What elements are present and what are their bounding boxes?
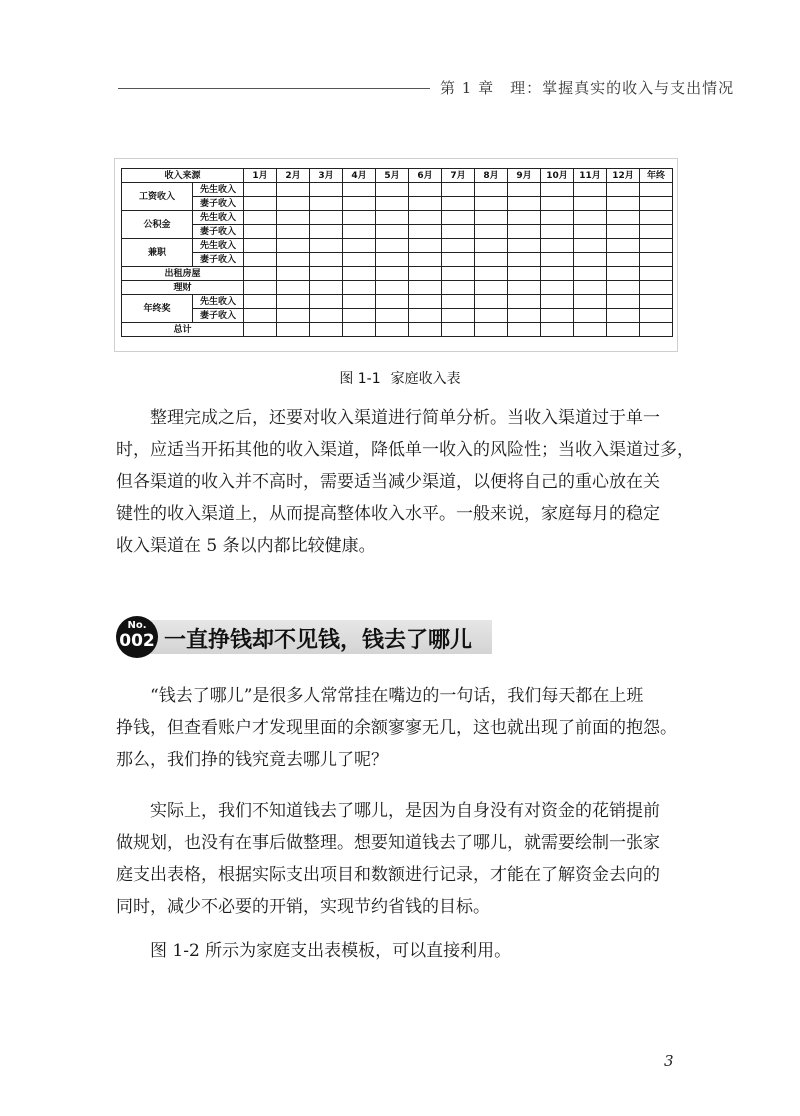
section-number-badge — [116, 616, 158, 658]
empty-cell — [508, 225, 541, 239]
empty-cell — [640, 323, 673, 337]
empty-cell — [277, 197, 310, 211]
empty-cell — [475, 239, 508, 253]
table-row — [122, 323, 673, 337]
empty-cell — [376, 323, 409, 337]
text-line: 时，应适当开拓其他的收入渠道，降低单一收入的风险性；当收入渠道过多， — [116, 440, 694, 460]
empty-cell — [442, 197, 475, 211]
paragraph-income-analysis — [116, 402, 694, 562]
empty-cell — [376, 309, 409, 323]
text-line: “钱去了哪儿”是很多人常常挂在嘴边的一句话，我们每天都在上班 — [150, 686, 644, 706]
empty-cell — [640, 197, 673, 211]
row-sub-label: 妻子收入 — [193, 225, 244, 239]
empty-cell — [277, 295, 310, 309]
empty-cell — [244, 323, 277, 337]
empty-cell — [376, 197, 409, 211]
empty-cell — [541, 211, 574, 225]
empty-cell — [541, 323, 574, 337]
header-cell-month: 3月 — [310, 169, 343, 183]
empty-cell — [409, 309, 442, 323]
empty-cell — [409, 197, 442, 211]
text-line: 实际上，我们不知道钱去了哪儿，是因为自身没有对资金的花销提前 — [150, 801, 660, 821]
empty-cell — [310, 197, 343, 211]
running-head-rule — [118, 88, 430, 89]
empty-cell — [244, 225, 277, 239]
figure-caption-title: 家庭收入表 — [390, 371, 461, 387]
empty-cell — [541, 281, 574, 295]
figure-caption-label: 图 1-1 — [339, 371, 381, 387]
empty-cell — [244, 267, 277, 281]
empty-cell — [640, 295, 673, 309]
empty-cell — [310, 309, 343, 323]
empty-cell — [607, 281, 640, 295]
empty-cell — [343, 267, 376, 281]
empty-cell — [475, 309, 508, 323]
empty-cell — [475, 211, 508, 225]
empty-cell — [244, 239, 277, 253]
empty-cell — [277, 323, 310, 337]
empty-cell — [508, 281, 541, 295]
empty-cell — [244, 183, 277, 197]
header-cell-month: 6月 — [409, 169, 442, 183]
empty-cell — [343, 281, 376, 295]
row-group-label: 公积金 — [122, 211, 193, 239]
empty-cell — [508, 253, 541, 267]
badge-no-label: No. — [127, 620, 147, 631]
empty-cell — [409, 281, 442, 295]
empty-cell — [310, 211, 343, 225]
text-line: 同时，减少不必要的开销，实现节约省钱的目标。 — [116, 897, 490, 917]
empty-cell — [607, 323, 640, 337]
empty-cell — [574, 267, 607, 281]
empty-cell — [508, 183, 541, 197]
empty-cell — [409, 323, 442, 337]
header-cell-month: 4月 — [343, 169, 376, 183]
empty-cell — [574, 183, 607, 197]
figure-caption — [0, 368, 800, 388]
empty-cell — [244, 253, 277, 267]
row-sub-label: 先生收入 — [193, 239, 244, 253]
empty-cell — [640, 267, 673, 281]
table-row — [122, 225, 673, 239]
empty-cell — [376, 225, 409, 239]
table-row — [122, 183, 673, 197]
empty-cell — [244, 281, 277, 295]
paragraph-where-money-went — [116, 680, 686, 776]
empty-cell — [475, 267, 508, 281]
empty-cell — [442, 281, 475, 295]
row-group-label: 年终奖 — [122, 295, 193, 323]
empty-cell — [640, 239, 673, 253]
paragraph-figure-reference — [116, 935, 686, 967]
header-cell-month: 10月 — [541, 169, 574, 183]
empty-cell — [442, 211, 475, 225]
empty-cell — [310, 267, 343, 281]
header-cell-month: 9月 — [508, 169, 541, 183]
text-line: 但各渠道的收入并不高时，需要适当减少渠道，以便将自己的重心放在关 — [116, 472, 660, 492]
empty-cell — [607, 253, 640, 267]
row-label: 出租房屋 — [122, 267, 244, 281]
row-group-label: 兼职 — [122, 239, 193, 267]
empty-cell — [409, 295, 442, 309]
empty-cell — [541, 225, 574, 239]
empty-cell — [343, 323, 376, 337]
empty-cell — [574, 281, 607, 295]
empty-cell — [640, 281, 673, 295]
empty-cell — [541, 253, 574, 267]
empty-cell — [343, 239, 376, 253]
row-sub-label: 妻子收入 — [193, 309, 244, 323]
table-row — [122, 281, 673, 295]
empty-cell — [475, 323, 508, 337]
row-group-label: 工资收入 — [122, 183, 193, 211]
table-header-row — [122, 169, 673, 183]
text-line: 图 1-2 所示为家庭支出表模板，可以直接利用。 — [150, 941, 512, 961]
empty-cell — [475, 281, 508, 295]
empty-cell — [244, 197, 277, 211]
empty-cell — [244, 295, 277, 309]
empty-cell — [607, 211, 640, 225]
empty-cell — [277, 253, 310, 267]
empty-cell — [574, 295, 607, 309]
empty-cell — [409, 267, 442, 281]
empty-cell — [442, 309, 475, 323]
empty-cell — [574, 225, 607, 239]
row-sub-label: 先生收入 — [193, 295, 244, 309]
empty-cell — [343, 211, 376, 225]
empty-cell — [409, 211, 442, 225]
row-sub-label: 先生收入 — [193, 211, 244, 225]
empty-cell — [541, 183, 574, 197]
empty-cell — [442, 323, 475, 337]
empty-cell — [508, 309, 541, 323]
empty-cell — [541, 267, 574, 281]
row-sub-label: 先生收入 — [193, 183, 244, 197]
empty-cell — [508, 197, 541, 211]
empty-cell — [310, 239, 343, 253]
page-number: 3 — [664, 1052, 674, 1070]
empty-cell — [574, 309, 607, 323]
empty-cell — [607, 183, 640, 197]
empty-cell — [343, 309, 376, 323]
empty-cell — [277, 225, 310, 239]
empty-cell — [376, 267, 409, 281]
empty-cell — [376, 211, 409, 225]
empty-cell — [607, 197, 640, 211]
empty-cell — [640, 225, 673, 239]
empty-cell — [409, 183, 442, 197]
empty-cell — [409, 253, 442, 267]
running-head: 第 1 章 理：掌握真实的收入与支出情况 — [440, 79, 735, 97]
header-cell-month: 12月 — [607, 169, 640, 183]
empty-cell — [442, 183, 475, 197]
table-row — [122, 211, 673, 225]
table-row — [122, 197, 673, 211]
empty-cell — [409, 225, 442, 239]
empty-cell — [343, 253, 376, 267]
row-sub-label: 妻子收入 — [193, 197, 244, 211]
empty-cell — [376, 295, 409, 309]
empty-cell — [541, 197, 574, 211]
empty-cell — [343, 225, 376, 239]
empty-cell — [310, 295, 343, 309]
text-line: 键性的收入渠道上，从而提高整体收入水平。一般来说，家庭每月的稳定 — [116, 504, 660, 524]
empty-cell — [508, 267, 541, 281]
empty-cell — [442, 225, 475, 239]
table-row — [122, 253, 673, 267]
empty-cell — [640, 253, 673, 267]
row-label: 理财 — [122, 281, 244, 295]
empty-cell — [607, 239, 640, 253]
empty-cell — [574, 253, 607, 267]
text-line: 收入渠道在 5 条以内都比较健康。 — [116, 536, 376, 556]
empty-cell — [409, 239, 442, 253]
empty-cell — [508, 211, 541, 225]
header-cell-month: 5月 — [376, 169, 409, 183]
text-line: 整理完成之后，还要对收入渠道进行简单分析。当收入渠道过于单一 — [150, 408, 660, 428]
row-sub-label: 妻子收入 — [193, 253, 244, 267]
table-row — [122, 295, 673, 309]
empty-cell — [442, 239, 475, 253]
empty-cell — [442, 295, 475, 309]
empty-cell — [343, 295, 376, 309]
empty-cell — [607, 225, 640, 239]
income-table — [121, 168, 673, 337]
empty-cell — [277, 267, 310, 281]
header-cell-month: 1月 — [244, 169, 277, 183]
header-cell-month: 2月 — [277, 169, 310, 183]
table-row — [122, 309, 673, 323]
empty-cell — [541, 309, 574, 323]
table-row — [122, 239, 673, 253]
empty-cell — [376, 239, 409, 253]
badge-number: 002 — [119, 631, 155, 651]
empty-cell — [607, 309, 640, 323]
empty-cell — [310, 323, 343, 337]
empty-cell — [343, 183, 376, 197]
section-title: 一直挣钱却不见钱，钱去了哪儿 — [164, 628, 473, 653]
empty-cell — [244, 309, 277, 323]
empty-cell — [244, 211, 277, 225]
empty-cell — [442, 267, 475, 281]
header-cell-month: 8月 — [475, 169, 508, 183]
empty-cell — [640, 309, 673, 323]
empty-cell — [277, 281, 310, 295]
empty-cell — [640, 211, 673, 225]
empty-cell — [277, 211, 310, 225]
header-cell-source: 收入来源 — [122, 169, 244, 183]
empty-cell — [442, 253, 475, 267]
empty-cell — [376, 281, 409, 295]
empty-cell — [277, 239, 310, 253]
row-label: 总计 — [122, 323, 244, 337]
empty-cell — [574, 323, 607, 337]
empty-cell — [343, 197, 376, 211]
empty-cell — [574, 197, 607, 211]
empty-cell — [310, 253, 343, 267]
empty-cell — [310, 281, 343, 295]
empty-cell — [508, 295, 541, 309]
empty-cell — [475, 225, 508, 239]
empty-cell — [475, 183, 508, 197]
paragraph-planning — [116, 795, 686, 923]
empty-cell — [310, 225, 343, 239]
text-line: 庭支出表格，根据实际支出项目和数额进行记录，才能在了解资金去向的 — [116, 865, 660, 885]
text-line: 做规划，也没有在事后做整理。想要知道钱去了哪儿，就需要绘制一张家 — [116, 833, 660, 853]
empty-cell — [574, 239, 607, 253]
empty-cell — [508, 239, 541, 253]
empty-cell — [475, 295, 508, 309]
empty-cell — [607, 267, 640, 281]
empty-cell — [475, 197, 508, 211]
empty-cell — [574, 211, 607, 225]
text-line: 挣钱，但查看账户才发现里面的余额寥寥无几，这也就出现了前面的抱怨。 — [116, 718, 677, 738]
empty-cell — [640, 183, 673, 197]
empty-cell — [508, 323, 541, 337]
empty-cell — [376, 183, 409, 197]
empty-cell — [475, 253, 508, 267]
empty-cell — [376, 253, 409, 267]
header-cell-month: 年终 — [640, 169, 673, 183]
table-row — [122, 267, 673, 281]
empty-cell — [607, 295, 640, 309]
empty-cell — [277, 183, 310, 197]
empty-cell — [541, 239, 574, 253]
empty-cell — [310, 183, 343, 197]
empty-cell — [277, 309, 310, 323]
section-heading — [116, 616, 492, 658]
header-cell-month: 7月 — [442, 169, 475, 183]
empty-cell — [541, 295, 574, 309]
header-cell-month: 11月 — [574, 169, 607, 183]
text-line: 那么，我们挣的钱究竟去哪儿了呢？ — [116, 750, 388, 770]
